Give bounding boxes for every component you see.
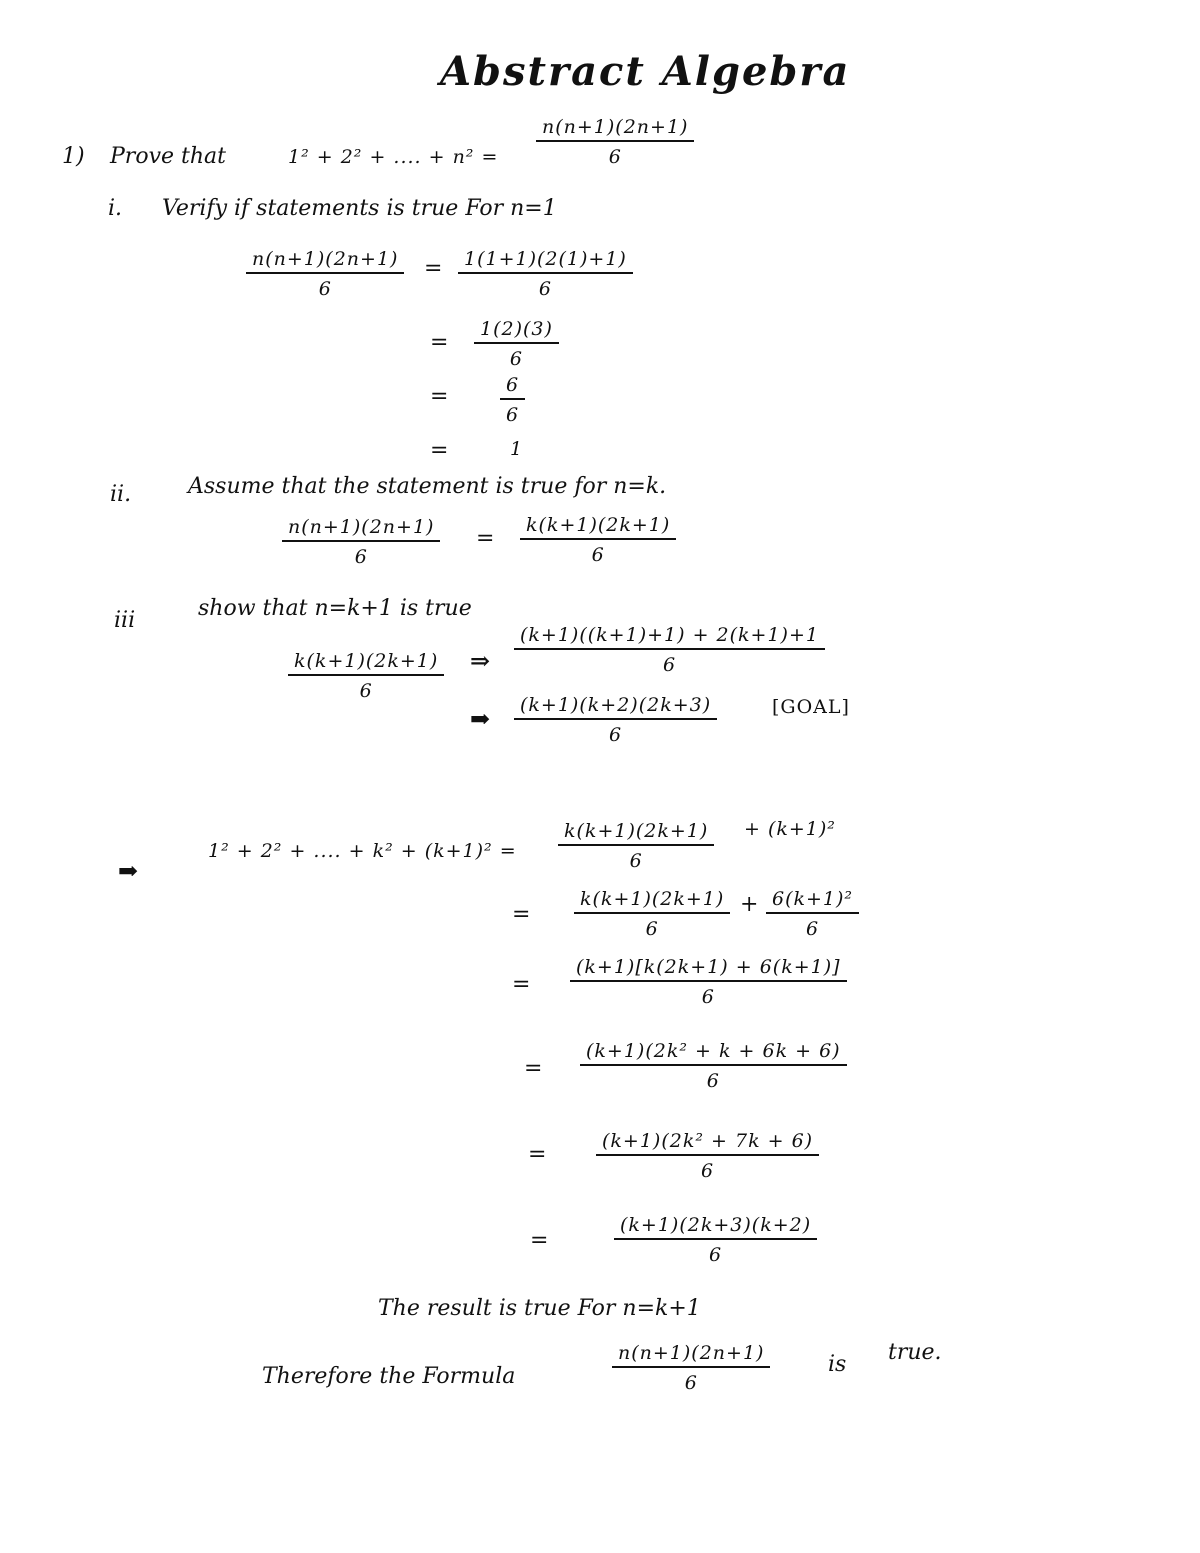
fraction-numerator: 6	[500, 374, 525, 400]
step-1-text: Verify if statements is true For n=1	[162, 196, 557, 221]
fraction-denominator: 6	[609, 724, 623, 746]
equals-sign: =	[512, 972, 531, 997]
fraction-numerator: k(k+1)(2k+1)	[288, 650, 444, 676]
problem-lhs: 1² + 2² + .... + n² =	[288, 146, 499, 168]
fraction-numerator: k(k+1)(2k+1)	[520, 514, 676, 540]
equals-sign: =	[530, 1228, 549, 1253]
fraction-denominator: 6	[318, 278, 332, 300]
fraction-numerator: (k+1)(2k² + k + 6k + 6)	[580, 1040, 847, 1066]
step-1-lhs-fraction	[246, 248, 404, 300]
step-3-text: show that n=k+1 is true	[198, 596, 472, 621]
step-2-lhs-fraction	[282, 516, 440, 568]
derivation-l1-fraction	[558, 820, 714, 872]
fraction-denominator: 6	[805, 918, 820, 940]
fraction-denominator: 6	[629, 850, 643, 872]
fraction-denominator: 6	[608, 146, 622, 168]
derivation-l6-fraction	[614, 1214, 817, 1266]
problem-rhs-fraction	[536, 116, 694, 168]
derivation-l2a-fraction	[574, 888, 730, 940]
implies-arrow-icon: ⇒	[470, 646, 491, 675]
fraction-numerator: (k+1)(k+2)(2k+3)	[514, 694, 717, 720]
fraction-denominator: 6	[700, 1160, 715, 1182]
conclusion-line-2: Therefore the Formula	[262, 1364, 516, 1389]
plus-sign: +	[740, 892, 759, 917]
fraction-numerator: k(k+1)(2k+1)	[558, 820, 714, 846]
fraction-numerator: (k+1)(2k+3)(k+2)	[614, 1214, 817, 1240]
equals-sign: =	[524, 1056, 543, 1081]
fraction-denominator: 6	[706, 1070, 720, 1092]
fraction-denominator: 6	[538, 278, 552, 300]
fraction-numerator: n(n+1)(2n+1)	[612, 1342, 770, 1368]
fraction-denominator: 6	[709, 1244, 723, 1266]
fraction-numerator: 1(2)(3)	[474, 318, 559, 344]
equals-sign: =	[430, 384, 449, 409]
fraction-denominator: 6	[506, 404, 520, 426]
fraction-denominator: 6	[359, 680, 373, 702]
equals-sign: =	[430, 438, 449, 463]
equals-sign: =	[476, 526, 495, 551]
problem-number: 1)	[62, 144, 85, 169]
fraction-denominator: 6	[701, 986, 715, 1008]
conclusion-line-1: The result is true For n=k+1	[378, 1296, 701, 1321]
right-arrow-icon: ➡	[118, 856, 139, 885]
page-title: Abstract Algebra	[440, 48, 851, 95]
fraction-numerator: n(n+1)(2n+1)	[282, 516, 440, 542]
conclusion-formula-fraction	[612, 1342, 770, 1394]
derivation-l2b-fraction	[766, 888, 859, 940]
derivation-l3-fraction	[570, 956, 847, 1008]
fraction-denominator: 6	[591, 544, 605, 566]
fraction-numerator: k(k+1)(2k+1)	[574, 888, 730, 914]
fraction-numerator: (k+1)[k(2k+1) + 6(k+1)]	[570, 956, 847, 982]
equals-sign: =	[512, 902, 531, 927]
equals-sign: =	[424, 256, 443, 281]
right-arrow-icon: ➡	[470, 704, 491, 733]
conclusion-true: true.	[888, 1340, 942, 1365]
fraction-numerator: (k+1)(2k² + 7k + 6)	[596, 1130, 819, 1156]
conclusion-is: is	[828, 1352, 847, 1377]
equals-sign: =	[528, 1142, 547, 1167]
derivation-l5-fraction	[596, 1130, 819, 1182]
step-1-r2-fraction	[474, 318, 559, 370]
fraction-numerator: (k+1)((k+1)+1) + 2(k+1)+1	[514, 624, 825, 650]
fraction-numerator: n(n+1)(2n+1)	[246, 248, 404, 274]
step-3-lhs-fraction	[288, 650, 444, 702]
fraction-denominator: 6	[662, 654, 677, 676]
step-2-text: Assume that the statement is true for n=k.	[188, 474, 667, 499]
step-3-r1-fraction	[514, 624, 825, 676]
prove-text: Prove that	[110, 144, 226, 169]
fraction-numerator: 1(1+1)(2(1)+1)	[458, 248, 633, 274]
step-1-r1-fraction	[458, 248, 633, 300]
step-3-label: iii	[114, 608, 136, 633]
step-3-r2-fraction	[514, 694, 717, 746]
fraction-denominator: 6	[354, 546, 368, 568]
step-2-label: ii.	[110, 482, 132, 507]
fraction-denominator: 6	[509, 348, 523, 370]
step-2-rhs-fraction	[520, 514, 676, 566]
fraction-denominator: 6	[684, 1372, 698, 1394]
equals-sign: =	[430, 330, 449, 355]
fraction-denominator: 6	[645, 918, 659, 940]
goal-label: [GOAL]	[772, 696, 850, 718]
step-1-label: i.	[108, 196, 123, 221]
step-1-result: 1	[510, 438, 524, 460]
fraction-numerator: 6(k+1)²	[766, 888, 859, 914]
fraction-numerator: n(n+1)(2n+1)	[536, 116, 694, 142]
derivation-l4-fraction	[580, 1040, 847, 1092]
derivation-l1-plus-term: + (k+1)²	[744, 818, 836, 840]
derivation-lhs: 1² + 2² + .... + k² + (k+1)² =	[208, 840, 517, 862]
step-1-r3-fraction	[500, 374, 525, 426]
